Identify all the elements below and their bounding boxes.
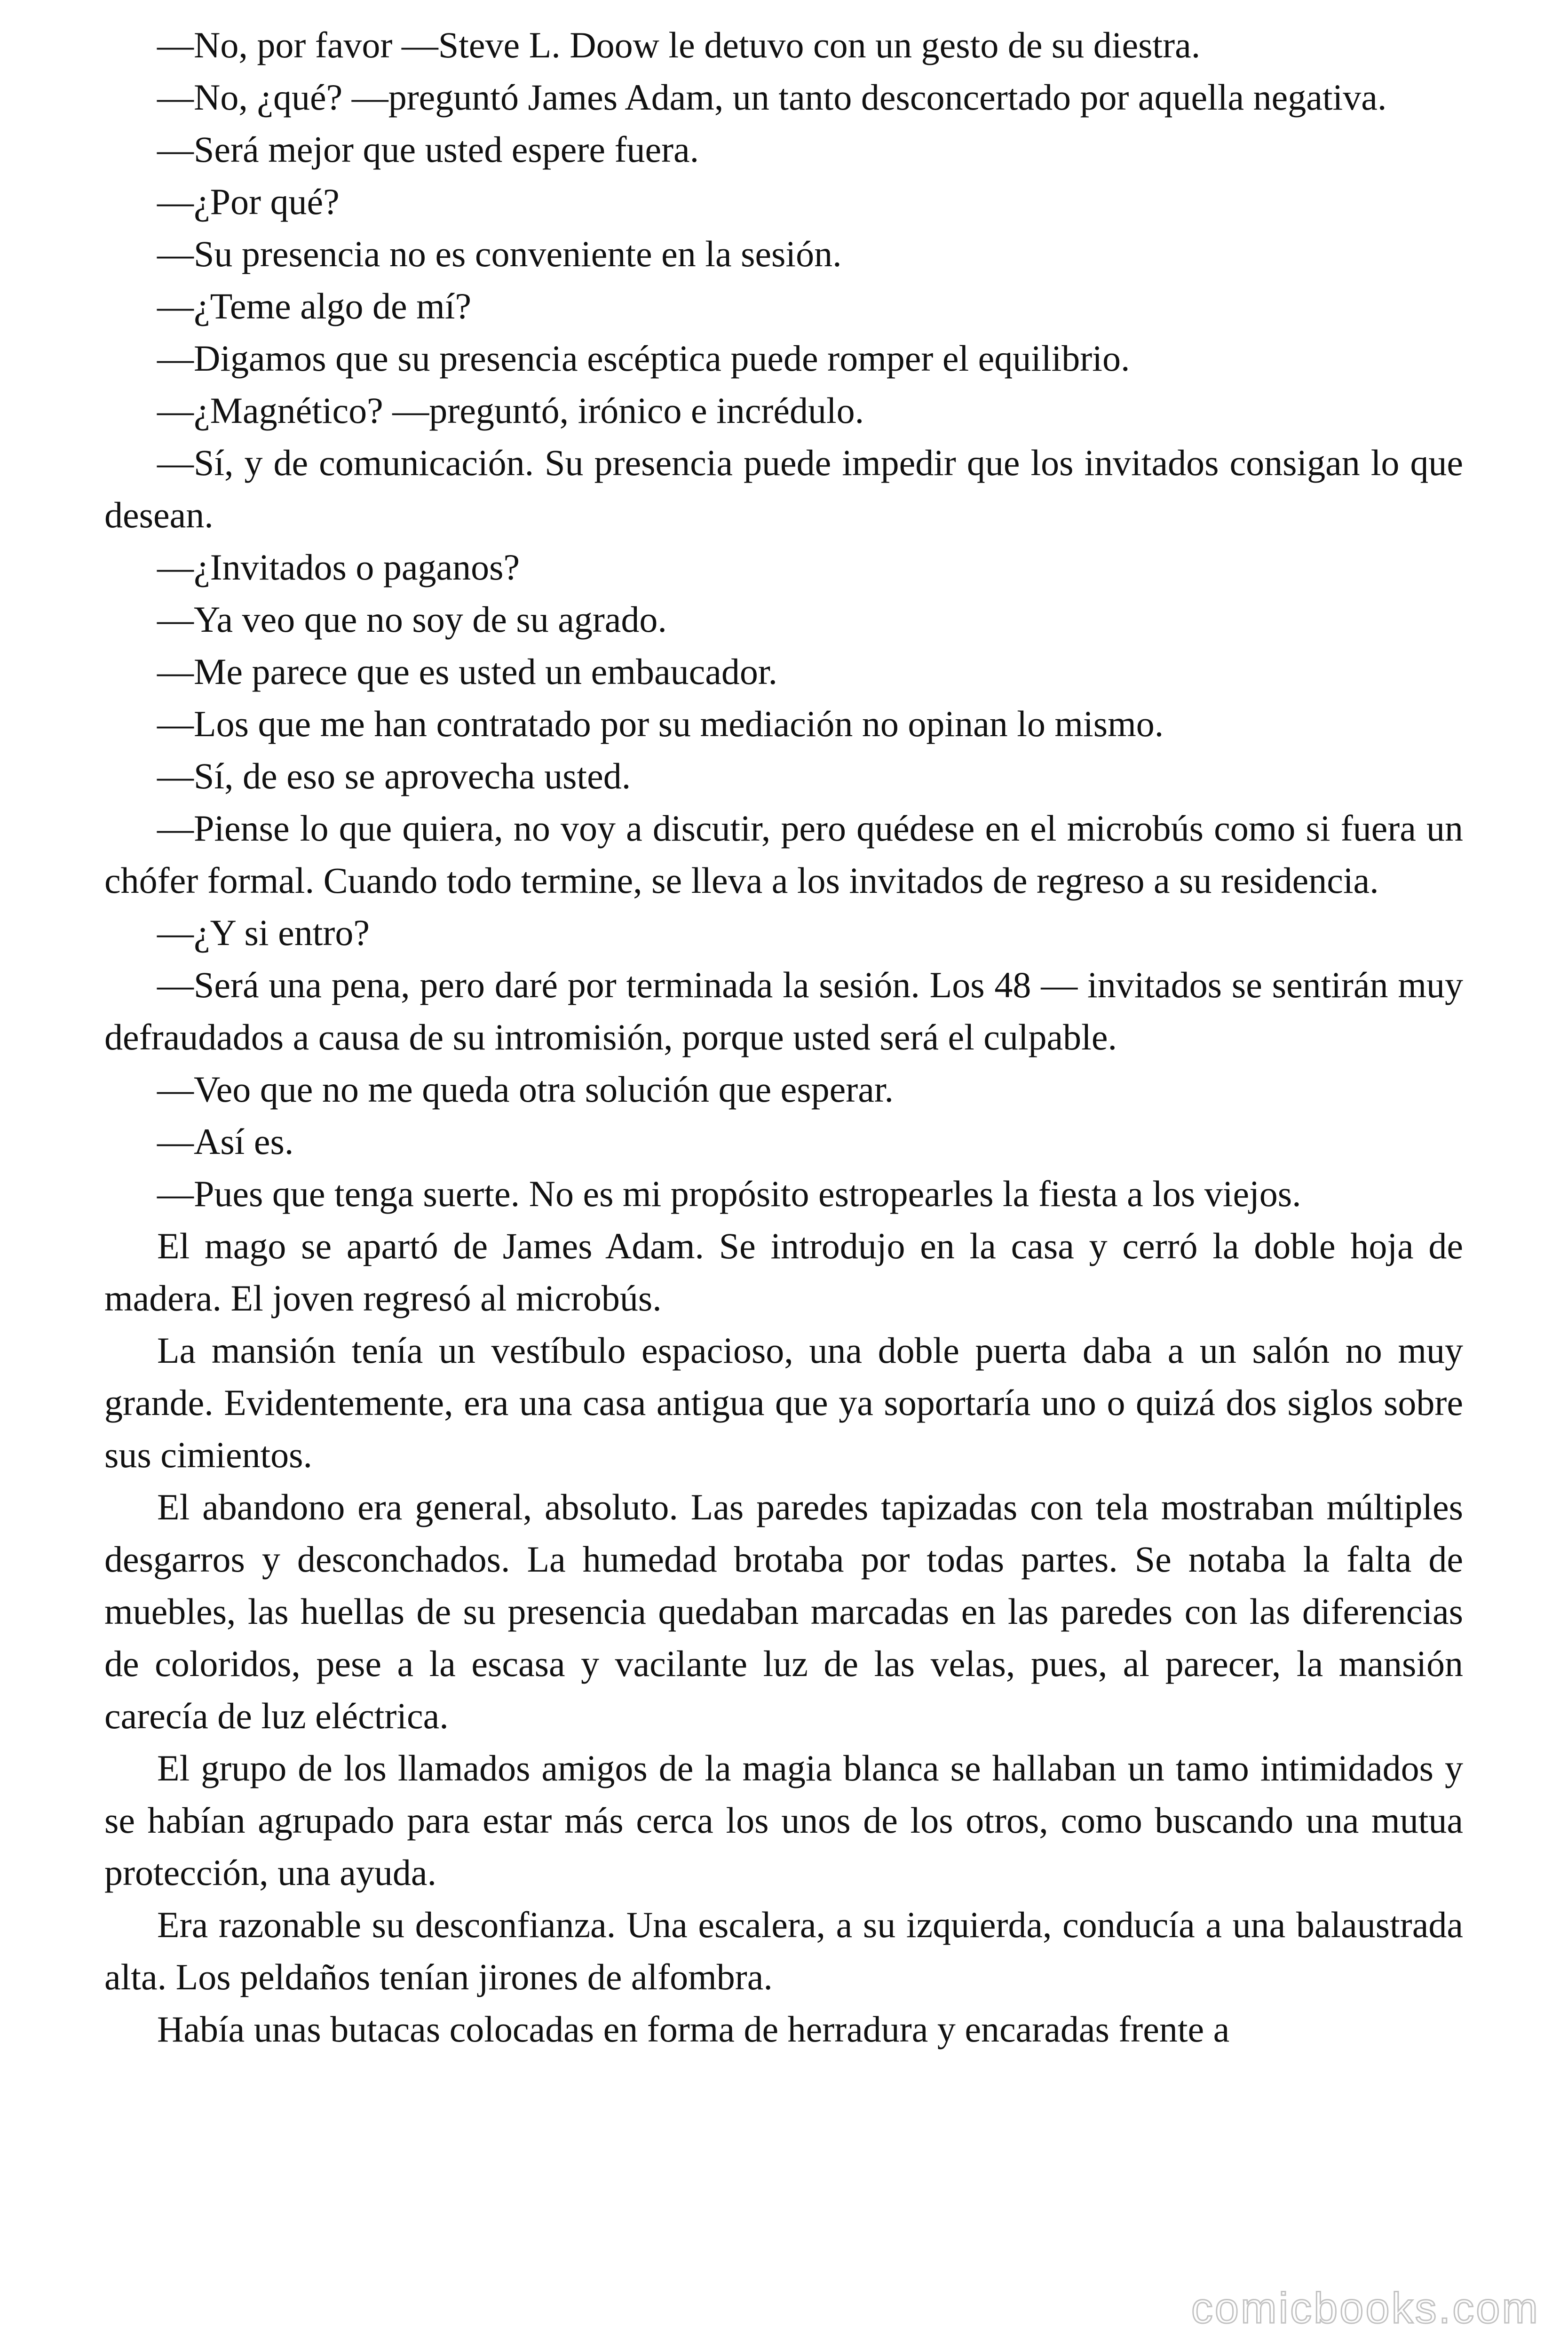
paragraph-16: —¿Y si entro? [157,912,370,953]
paragraph-2: —No, ¿qué? —preguntó James Adam, un tanto desconcertado por aquella negativa. [157,77,1387,118]
paragraph-22: La mansión tenía un vestíbulo espacioso, una doble puerta daba a un salón no muy grande. Evidentemente, era una casa antigua que ya soportaría uno o quizá dos siglos sobre sus cimientos. [104,1330,1463,1475]
paragraph-12: —Me parece que es usted un embaucador. [157,651,777,692]
paragraph-9: —Sí, y de comunicación. Su presencia puede impedir que los invitados consigan lo que desean. [104,442,1463,535]
paragraph-18: —Veo que no me queda otra solución que esperar. [157,1069,894,1110]
paragraph-17: —Será una pena, pero daré por terminada la sesión. Los 48 — invitados se sentirán muy defraudados a causa de su intromisión, porque usted será el culpable. [104,964,1463,1057]
paragraph-4: —¿Por qué? [157,181,340,222]
paragraph-10: —¿Invitados o paganos? [157,547,520,588]
paragraph-3: —Será mejor que usted espere fuera. [157,129,699,170]
paragraph-14: —Sí, de eso se aprovecha usted. [157,755,631,796]
paragraph-26: Había unas butacas colocadas en forma de herradura y encaradas frente a [157,2009,1230,2050]
book-page [104,19,1463,2055]
paragraph-5: —Su presencia no es conveniente en la sesión. [157,233,842,274]
paragraph-8: —¿Magnético? —preguntó, irónico e incrédulo. [157,390,864,431]
paragraph-15: —Piense lo que quiera, no voy a discutir, pero quédese en el microbús como si fuera un chófer formal. Cuando todo termine, se lleva a los invitados de regreso a su residencia. [104,808,1463,901]
paragraph-11: —Ya veo que no soy de su agrado. [157,599,667,640]
paragraph-6: —¿Teme algo de mí? [157,286,472,326]
paragraph-19: —Así es. [157,1121,294,1162]
watermark: comicbooks.com [1191,2284,1540,2332]
paragraph-13: —Los que me han contratado por su mediación no opinan lo mismo. [157,703,1164,744]
paragraph-21: El mago se apartó de James Adam. Se introdujo en la casa y cerró la doble hoja de madera. El joven regresó al microbús. [104,1225,1463,1319]
paragraph-20: —Pues que tenga suerte. No es mi propósito estropearles la fiesta a los viejos. [157,1173,1301,1214]
paragraph-1: —No, por favor —Steve L. Doow le detuvo con un gesto de su diestra. [157,24,1201,65]
paragraph-7: —Digamos que su presencia escéptica puede romper el equilibrio. [157,338,1130,379]
paragraph-25: Era razonable su desconfianza. Una escalera, a su izquierda, conducía a una balaustrada alta. Los peldaños tenían jirones de alfombra. [104,1904,1463,1997]
paragraph-24: El grupo de los llamados amigos de la magia blanca se hallaban un tamo intimidados y se habían agrupado para estar más cerca los unos de los otros, como buscando una mutua protección, una ayuda. [104,1748,1463,1893]
paragraph-23: El abandono era general, absoluto. Las paredes tapizadas con tela mostraban múltiples desgarros y desconchados. La humedad brotaba por todas partes. Se notaba la falta de muebles, las huellas de su presencia quedaban marcadas en las paredes con las diferencias de coloridos, pese a la escasa y vacilante luz de las velas, pues, al parecer, la mansión carecía de luz eléctrica. [104,1486,1463,1736]
